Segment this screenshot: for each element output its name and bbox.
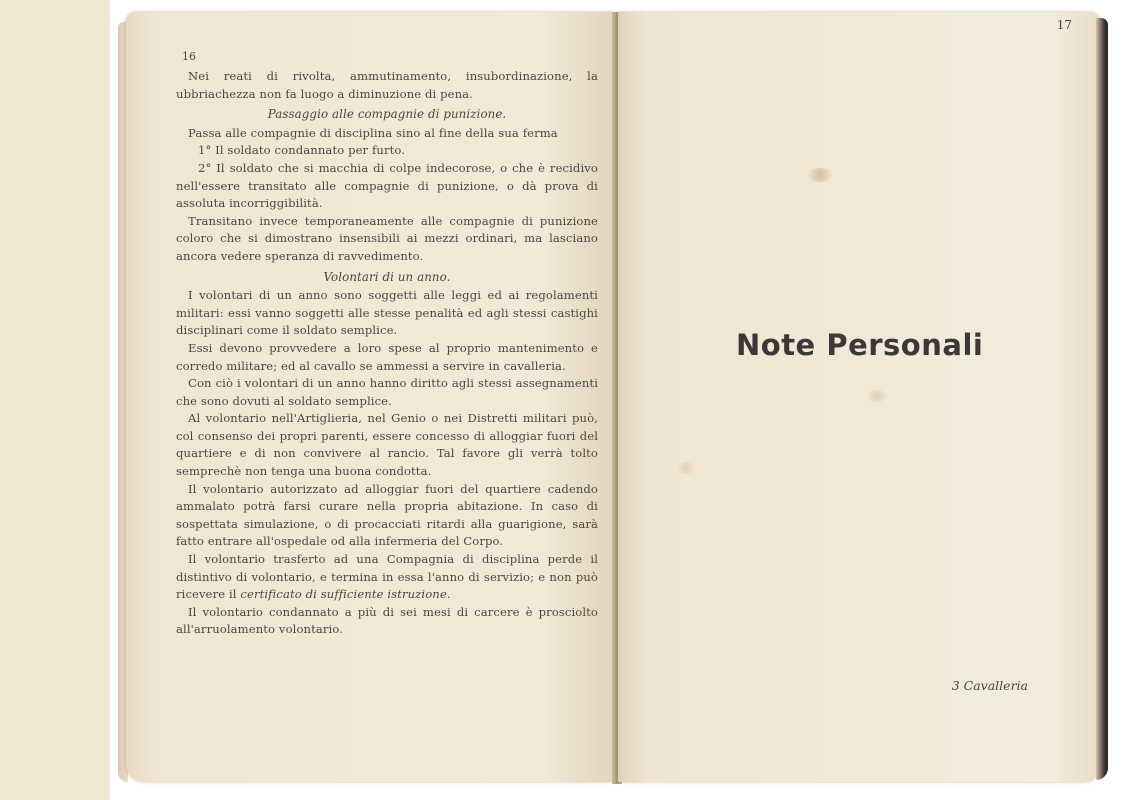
paragraph-discipline-transfer: Passa alle compagnie di disciplina sino al fine della sua ferma: [188, 125, 558, 140]
paragraph-discipline-volunteer-end: .: [446, 587, 451, 602]
page-footer: 3 Cavalleria: [951, 678, 1028, 693]
stain-mark: [868, 390, 886, 402]
right-page-edge: [1096, 18, 1108, 780]
paragraph-artillery-lodging: Al volontario nell'Artiglieria, nel Genio o nei Distretti militari può, col consenso dei propri parenti, essere concesso di alloggiar fuori del quartiere e di non convivere al rancio. Tal favore gli verrà tolto semprechè non tenga una buona condotta.: [176, 411, 598, 479]
paragraph-discipline-volunteer-start: Il volontario trasferto ad una Compagnia di disciplina perde il distintivo di volontario, e termina in essa l'anno di servizio; e non può ricevere il: [176, 552, 598, 602]
paragraph-condemned-volunteer: Il volontario condannato a più di sei mesi di carcere è prosciolto all'arruolamento volontario.: [176, 604, 598, 637]
paragraph-temporary-transfer: Transitano invece temporaneamente alle compagnie di punizione coloro che si dimostrano insensibili ai mezzi ordinari, ma lasciano ancora vedere speranza di ravvedimento.: [176, 213, 598, 263]
left-page-text: [176, 56, 598, 639]
left-page-number: 16: [182, 50, 196, 63]
paragraph-drunkenness: Nei reati di rivolta, ammutinamento, insubordinazione, la ubbriachezza non fa luogo a diminuzione di pena.: [176, 69, 598, 101]
page-title: Note Personali: [736, 328, 984, 362]
list-item-indecorous: 2° Il soldato che si macchia di colpe indecorose, o che è recidivo nell'essere transitato alle compagnie di punizione, o dà prova di assoluta incorriggibilità.: [176, 160, 598, 211]
paragraph-illness: Il volontario autorizzato ad alloggiar fuori del quartiere cadendo ammalato potrà farsi curare nella propria abitazione. In caso di sospettata simulazione, o di procacciati ritardi alla guarigione, sarà fatto entrare all'ospedale od alla infermeria del Corpo.: [176, 481, 598, 549]
stain-mark: [678, 462, 694, 474]
list-item-theft: 1° Il soldato condannato per furto.: [198, 143, 406, 158]
certificate-italic: certificato di sufficiente istruzione: [240, 587, 447, 602]
paragraph-discipline-volunteer: [176, 551, 598, 604]
paragraph-volunteers-laws: I volontari di un anno sono soggetti alle leggi ed ai regolamenti militari: essi vanno soggetti alle stesse penalità ed agli stessi castighi disciplinari come il soldato semplice.: [176, 288, 598, 338]
heading-punishment-companies: Passaggio alle compagnie di punizione.: [267, 107, 507, 122]
heading-one-year-volunteers: Volontari di un anno.: [323, 269, 451, 284]
left-page: [126, 12, 614, 782]
paragraph-volunteers-expenses: Essi devono provvedere a loro spese al proprio mantenimento e corredo militare; ed al cavallo se ammessi a servire in cavalleria.: [176, 340, 598, 373]
stain-mark: [808, 168, 832, 182]
right-page-number: 17: [1056, 18, 1072, 32]
right-page: [618, 12, 1100, 782]
background-strip: [0, 0, 110, 800]
paragraph-volunteers-allowances: Con ciò i volontari di un anno hanno diritto agli stessi assegnamenti che sono dovuti al soldato semplice.: [176, 376, 598, 408]
open-booklet: [118, 12, 1108, 790]
